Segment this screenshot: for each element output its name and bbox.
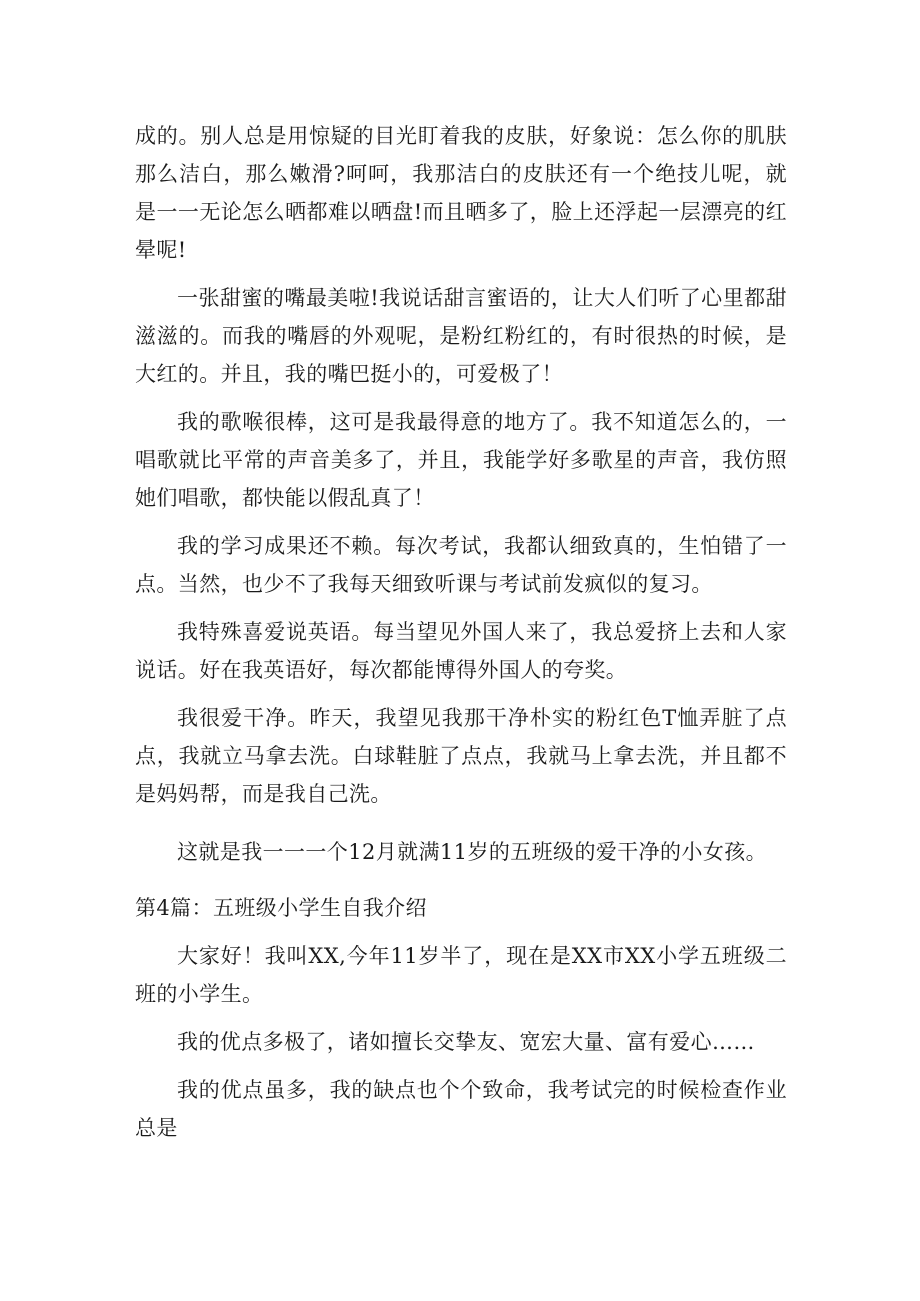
paragraph-weaknesses: 我的优点虽多，我的缺点也个个致命，我考试完的时候检查作业总是 <box>135 1078 787 1140</box>
paragraph-voice: 我的歌喉很棒，这可是我最得意的地方了。我不知道怎么的，一唱歌就比平常的声音美多了，并且，我能学好多歌星的声音，我仿照她们唱歌，都快能以假乱真了！ <box>135 410 787 510</box>
section-heading: 第4篇：五班级小学生自我介绍 <box>135 896 427 920</box>
paragraph-clean: 我很爱干净。昨天，我望见我那干净朴实的粉红色T恤弄脏了点点，我就立马拿去洗。白球鞋脏了点点，我就马上拿去洗，并且都不是妈妈帮，而是我自己洗。 <box>135 706 787 806</box>
paragraph-english: 我特殊喜爱说英语。每当望见外国人来了，我总爱挤上去和人家说话。好在我英语好，每次都能博得外国人的夸奖。 <box>135 620 787 682</box>
paragraph-skin: 成的。别人总是用惊疑的目光盯着我的皮肤，好象说：怎么你的肌肤那么洁白，那么嫩滑?呵呵，我那洁白的皮肤还有一个绝技儿呢，就是一一无论怎么晒都难以晒盘!而且晒多了，脸上还浮起一层漂亮的红晕呢! <box>135 124 787 262</box>
paragraph-greeting: 大家好！我叫XX,今年11岁半了，现在是XX市XX小学五班级二班的小学生。 <box>135 944 787 1006</box>
paragraph-summary: 这就是我一一一个12月就满11岁的五班级的爱干净的小女孩。 <box>177 840 768 864</box>
paragraph-strengths: 我的优点多极了，诸如擅长交挚友、宽宏大量、富有爱心…… <box>177 1030 755 1054</box>
paragraph-study: 我的学习成果还不赖。每次考试，我都认细致真的，生怕错了一点。当然，也少不了我每天细致听课与考试前发疯似的复习。 <box>135 534 787 596</box>
paragraph-mouth: 一张甜蜜的嘴最美啦!我说话甜言蜜语的，让大人们听了心里都甜滋滋的。而我的嘴唇的外观呢，是粉红粉红的，有时很热的时候，是大红的。并且，我的嘴巴挺小的，可爱极了！ <box>135 286 787 386</box>
document-body <box>135 117 787 1147</box>
